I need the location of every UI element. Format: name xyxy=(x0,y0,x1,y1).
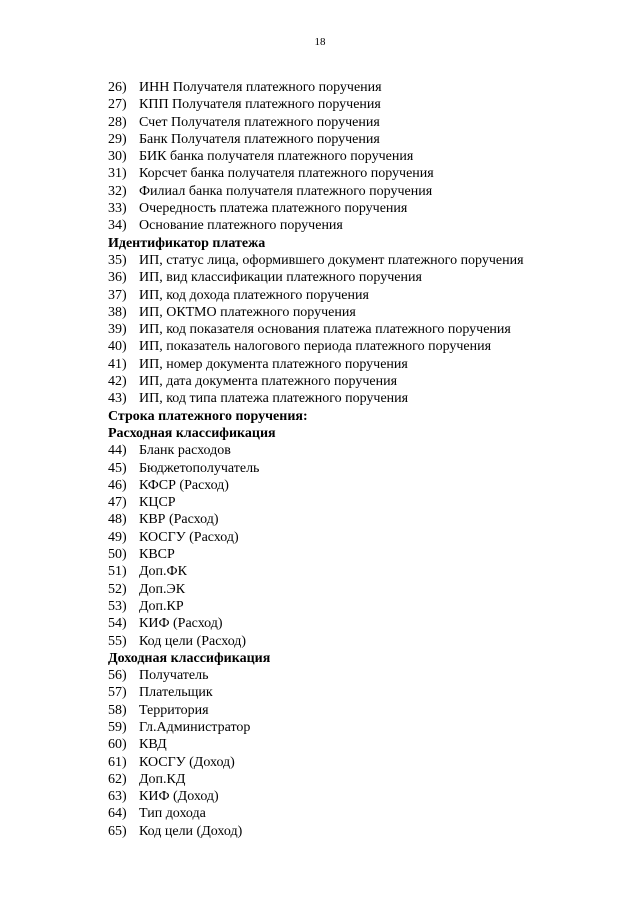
list-item-text: Филиал банка получателя платежного поручения xyxy=(139,183,433,199)
list-item-number: 51) xyxy=(108,564,127,580)
list-item xyxy=(108,494,608,511)
list-item-number: 61) xyxy=(108,754,127,770)
list-item xyxy=(108,771,608,788)
list-item xyxy=(108,598,608,615)
list-item xyxy=(108,390,608,407)
list-item-number: 35) xyxy=(108,252,127,268)
list-item xyxy=(108,788,608,805)
section-heading: Строка платежного поручения: xyxy=(108,408,308,424)
list-item-number: 50) xyxy=(108,547,127,563)
list-item-number: 27) xyxy=(108,97,127,113)
list-item-text: КИФ (Доход) xyxy=(139,789,219,805)
list-item-text: ИНН Получателя платежного поручения xyxy=(139,80,382,95)
list-item-text: КОСГУ (Расход) xyxy=(139,529,239,545)
list-item-text: ИП, ОКТМО платежного поручения xyxy=(139,304,356,320)
list-item-text: ИП, код типа платежа платежного поручения xyxy=(139,391,409,407)
list-item-number: 28) xyxy=(108,114,127,130)
list-item xyxy=(108,633,608,650)
list-item xyxy=(108,200,608,217)
list-item xyxy=(108,563,608,580)
list-item-number: 54) xyxy=(108,616,127,632)
list-item-text: Очередность платежа платежного поручения xyxy=(139,201,408,217)
list-item-text: Код цели (Доход) xyxy=(139,823,243,839)
list-item xyxy=(108,79,608,96)
list-item-number: 26) xyxy=(108,80,127,95)
list-item xyxy=(108,304,608,321)
list-item-number: 48) xyxy=(108,512,127,528)
list-item-number: 37) xyxy=(108,287,127,303)
list-item-text: Гл.Администратор xyxy=(139,719,251,735)
list-item-text: ИП, номер документа платежного поручения xyxy=(139,356,408,372)
list-item xyxy=(108,96,608,113)
list-item-number: 29) xyxy=(108,131,127,147)
list-item-text: КВР (Расход) xyxy=(139,512,219,528)
list-item-number: 31) xyxy=(108,166,127,182)
list-item xyxy=(108,252,608,269)
list-item xyxy=(108,684,608,701)
list-item-text: ИП, код показателя основания платежа платежного поручения xyxy=(139,322,511,338)
section-heading: Идентификатор платежа xyxy=(108,235,266,251)
list-item-number: 39) xyxy=(108,322,127,338)
list-item xyxy=(108,269,608,286)
list-item-text: Доп.ЭК xyxy=(139,581,186,597)
list-item xyxy=(108,529,608,546)
list-item xyxy=(108,719,608,736)
list-item xyxy=(108,148,608,165)
list-item xyxy=(108,356,608,373)
list-item xyxy=(108,805,608,822)
list-item-text: Получатель xyxy=(139,668,209,684)
list-item xyxy=(108,736,608,753)
list-item xyxy=(108,546,608,563)
list-item-text: Код цели (Расход) xyxy=(139,633,247,649)
list-item xyxy=(108,511,608,528)
section-heading: Доходная классификация xyxy=(108,650,271,666)
list-item-number: 56) xyxy=(108,668,127,684)
list-item-text: Доп.КД xyxy=(139,771,186,787)
section-heading: Расходная классификация xyxy=(108,425,276,441)
list-item xyxy=(108,460,608,477)
list-item-number: 49) xyxy=(108,529,127,545)
list-item-text: ИП, вид классификации платежного поручения xyxy=(139,270,422,286)
list-item-number: 34) xyxy=(108,218,127,234)
list-item xyxy=(108,131,608,148)
list-item xyxy=(108,287,608,304)
page-number: 18 xyxy=(314,36,326,48)
list-item xyxy=(108,754,608,771)
list-item-text: Корсчет банка получателя платежного поручения xyxy=(139,166,434,182)
list-item-number: 40) xyxy=(108,339,127,355)
list-item-text: Территория xyxy=(139,702,209,718)
list-item xyxy=(108,338,608,355)
list-item-number: 60) xyxy=(108,737,127,753)
list-item-text: Банк Получателя платежного поручения xyxy=(139,131,380,147)
list-item xyxy=(108,581,608,598)
list-item-number: 47) xyxy=(108,495,127,511)
list-item-number: 41) xyxy=(108,356,127,372)
document-body xyxy=(108,79,608,840)
list-item-number: 45) xyxy=(108,460,127,476)
list-item xyxy=(108,667,608,684)
list-item-text: Доп.ФК xyxy=(139,564,187,580)
list-item xyxy=(108,165,608,182)
list-item-number: 46) xyxy=(108,477,127,493)
list-item-number: 63) xyxy=(108,789,127,805)
list-item-number: 32) xyxy=(108,183,127,199)
list-item-text: КПП Получателя платежного поручения xyxy=(139,97,381,113)
list-item-text: ИП, дата документа платежного поручения xyxy=(139,374,398,390)
list-item-text: Основание платежного поручения xyxy=(139,218,343,234)
list-item xyxy=(108,183,608,200)
list-item-text: КВД xyxy=(139,737,167,753)
list-item-number: 57) xyxy=(108,685,127,701)
list-item-number: 62) xyxy=(108,771,127,787)
list-item-number: 64) xyxy=(108,806,127,822)
list-item xyxy=(108,477,608,494)
list-item-number: 38) xyxy=(108,304,127,320)
list-item-number: 36) xyxy=(108,270,127,286)
list-item xyxy=(108,321,608,338)
list-item-text: КВСР xyxy=(139,547,175,563)
list-item-number: 55) xyxy=(108,633,127,649)
list-item-text: Бланк расходов xyxy=(139,443,231,459)
list-item-text: Бюджетополучатель xyxy=(139,460,260,476)
list-item-text: Тип дохода xyxy=(139,806,206,822)
list-item-text: БИК банка получателя платежного поручения xyxy=(139,149,414,165)
list-item xyxy=(108,217,608,234)
list-item-number: 43) xyxy=(108,391,127,407)
list-item-number: 59) xyxy=(108,719,127,735)
list-item-text: КФСР (Расход) xyxy=(139,477,229,493)
list-item xyxy=(108,373,608,390)
list-item-number: 65) xyxy=(108,823,127,839)
list-item xyxy=(108,823,608,840)
list-item-number: 58) xyxy=(108,702,127,718)
list-item-number: 33) xyxy=(108,201,127,217)
list-item-text: ИП, код дохода платежного поручения xyxy=(139,287,369,303)
list-item-text: Счет Получателя платежного поручения xyxy=(139,114,380,130)
list-item-text: Плательщик xyxy=(139,685,213,701)
list-item xyxy=(108,702,608,719)
list-item-text: КИФ (Расход) xyxy=(139,616,223,632)
list-item-number: 52) xyxy=(108,581,127,597)
list-item-number: 53) xyxy=(108,598,127,614)
list-item-number: 30) xyxy=(108,149,127,165)
list-item-number: 44) xyxy=(108,443,127,459)
list-item-number: 42) xyxy=(108,374,127,390)
list-item xyxy=(108,442,608,459)
list-item-text: Доп.КР xyxy=(139,598,184,614)
list-item-text: ИП, показатель налогового периода платежного поручения xyxy=(139,339,492,355)
list-item-text: КЦСР xyxy=(139,495,176,511)
list-item xyxy=(108,114,608,131)
list-item-text: КОСГУ (Доход) xyxy=(139,754,235,770)
list-item-text: ИП, статус лица, оформившего документ платежного поручения xyxy=(139,252,524,268)
list-item xyxy=(108,615,608,632)
